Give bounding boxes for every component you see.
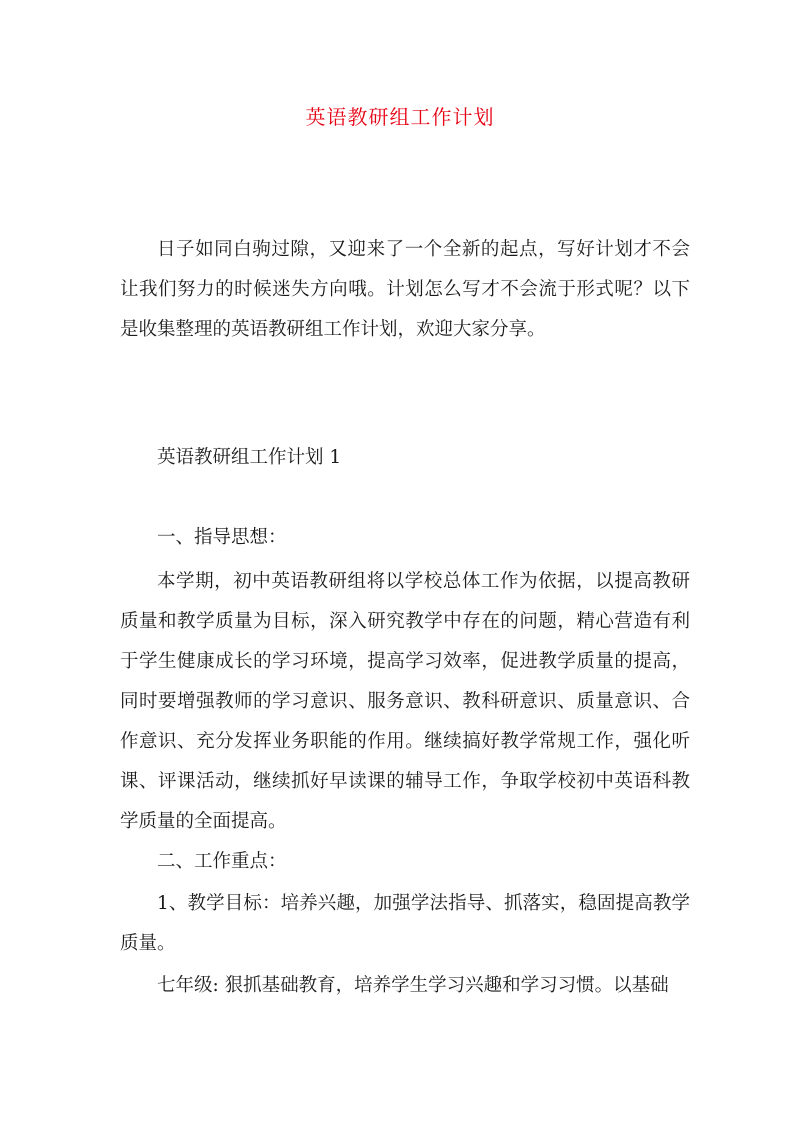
grade7-paragraph: 七年级: 狠抓基础教育，培养学生学习兴趣和学习习惯。以基础 — [157, 975, 669, 996]
plan-title: 英语教研组工作计划 1 — [157, 447, 342, 468]
section2-heading: 二、工作重点： — [157, 851, 287, 872]
intro-paragraph: 日子如同白驹过隙，又迎来了一个全新的起点，写好计划才不会让我们努力的时候迷失方向哦。计划怎么写才不会流于形式呢？以下是收集整理的英语教研组工作计划，欢迎大家分享。 — [120, 239, 690, 340]
document-title: 英语教研组工作计划 — [305, 105, 495, 129]
section1-heading: 一、指导思想： — [157, 527, 287, 548]
section1-body: 本学期，初中英语教研组将以学校总体工作为依据，以提高教研质量和教学质量为目标，深入研究教学中存在的问题，精心营造有利于学生健康成长的学习环境，提高学习效率，促进教学质量的提高，同时要增强教师的学习意识、服务意识、教科研意识、质量意识、合作意识、充分发挥业务职能的作用。继续搞好教学常规工作，强化听课、评课活动，继续抓好早读课的辅导工作，争取学校初中英语科教学质量的全面提高。 — [120, 571, 690, 832]
teaching-goal-paragraph: 1、教学目标：培养兴趣，加强学法指导、抓落实，稳固提高教学质量。 — [120, 893, 690, 954]
